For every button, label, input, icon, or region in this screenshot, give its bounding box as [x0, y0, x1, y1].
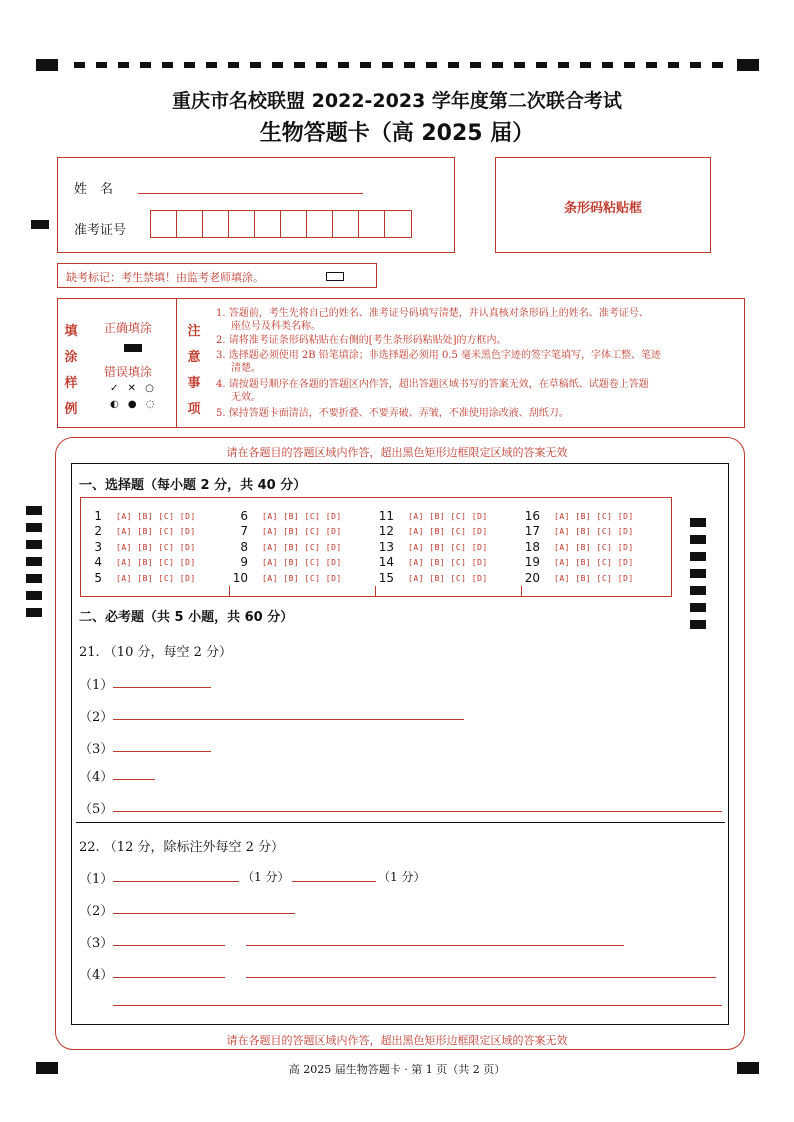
notice-line-4: 3. 选择题必须使用 2B 铅笔填涂；非选择题必须用 0.5 毫米黑色字迹的签字笔填写，字体工整、笔迹 [216, 350, 662, 361]
wrong-fill-samples-2: ◐ ● ◌ [110, 399, 158, 410]
dash-segment [96, 62, 107, 68]
mcq-col-divider-3 [521, 586, 522, 596]
q21-part2-blank[interactable] [113, 704, 464, 720]
q22-part4-blank-a[interactable] [113, 962, 225, 978]
mcq-question-number: 15 [378, 571, 394, 585]
q22-part4-blank-c[interactable] [113, 990, 722, 1006]
notice-title-3: 事 [187, 376, 201, 391]
left-timing-mark [26, 574, 42, 583]
dash-segment [382, 62, 393, 68]
card-title: 生物答题卡（高 2025 届） [259, 121, 535, 146]
mcq-answer-options[interactable]: [A] [B] [C] [D] [408, 527, 488, 536]
dash-segment [118, 62, 129, 68]
exam-id-cells[interactable] [150, 210, 412, 238]
dash-segment [712, 62, 723, 68]
left-timing-mark [26, 523, 42, 532]
notice-title-4: 项 [187, 402, 201, 417]
q22-part2-label: （2） [79, 904, 114, 919]
q22-part2-blank[interactable] [113, 898, 295, 914]
notice-line-8: 5. 保持答题卡面清洁，不要折叠、不要弄破、弄皱，不准使用涂改液、刮纸刀。 [216, 408, 569, 419]
dash-segment [470, 62, 481, 68]
q21-part3-blank[interactable] [113, 736, 211, 752]
left-timing-mark [26, 591, 42, 600]
dash-segment [668, 62, 679, 68]
notice-title-1: 注 [187, 324, 201, 339]
dash-segment [492, 62, 503, 68]
mcq-question-number: 6 [240, 509, 248, 523]
left-timing-mark [26, 608, 42, 617]
mcq-answer-options[interactable]: [A] [B] [C] [D] [408, 543, 488, 552]
q21-part5-blank[interactable] [113, 796, 722, 812]
dash-segment [404, 62, 415, 68]
correct-fill-sample [124, 344, 142, 352]
left-timing-mark [26, 506, 42, 515]
q21-part5-label: （5） [79, 802, 114, 817]
q22-part1-score-a: （1 分） [242, 870, 290, 884]
dash-segment [294, 62, 305, 68]
mcq-answer-options[interactable]: [A] [B] [C] [D] [554, 512, 634, 521]
dash-segment [426, 62, 437, 68]
mcq-question-number: 16 [524, 509, 540, 523]
left-timing-mark [26, 540, 42, 549]
exam-id-label: 准考证号 [74, 223, 127, 238]
mcq-answer-options[interactable]: [A] [B] [C] [D] [116, 512, 196, 521]
mcq-col-divider-1 [229, 586, 230, 596]
q22-part3-blank-a[interactable] [113, 930, 225, 946]
mcq-answer-options[interactable]: [A] [B] [C] [D] [408, 512, 488, 521]
page-footer: 高 2025 届生物答题卡 · 第 1 页（共 2 页） [288, 1063, 506, 1076]
q21-title: 21. （10 分，每空 2 分） [79, 645, 233, 660]
notice-line-6: 4. 请按题号顺序在各题的答题区内作答，超出答题区域书写的答案无效，在草稿纸、试题卷上答题 [216, 379, 649, 390]
fill-example-title-2: 涂 [64, 350, 78, 365]
mcq-question-number: 9 [240, 555, 248, 569]
mcq-question-number: 10 [232, 571, 248, 585]
dash-segment [74, 62, 85, 68]
q22-part1-score-b: （1 分） [378, 870, 426, 884]
q22-part3-blank-b[interactable] [246, 930, 624, 946]
mcq-answer-options[interactable]: [A] [B] [C] [D] [116, 574, 196, 583]
notice-title-2: 意 [187, 350, 201, 365]
name-label: 姓 名 [74, 182, 114, 197]
mcq-answer-options[interactable]: [A] [B] [C] [D] [554, 558, 634, 567]
mcq-answer-options[interactable]: [A] [B] [C] [D] [554, 543, 634, 552]
mcq-answer-options[interactable]: [A] [B] [C] [D] [408, 574, 488, 583]
mcq-question-number: 12 [378, 524, 394, 538]
top-marker-right [737, 59, 759, 71]
section1-title: 一、选择题（每小题 2 分，共 40 分） [79, 478, 307, 493]
section2-title: 二、必考题（共 5 小题，共 60 分） [79, 610, 294, 625]
mcq-question-number: 5 [94, 571, 102, 585]
q21-q22-separator [76, 822, 725, 823]
correct-fill-label: 正确填涂 [104, 321, 153, 335]
q21-part4-label: （4） [79, 770, 114, 785]
mcq-question-number: 17 [524, 524, 540, 538]
absent-mark-box [57, 263, 377, 288]
mcq-answer-options[interactable]: [A] [B] [C] [D] [408, 558, 488, 567]
mcq-answer-options[interactable]: [A] [B] [C] [D] [554, 574, 634, 583]
fill-example-title-4: 例 [64, 402, 78, 417]
dash-segment [206, 62, 217, 68]
mcq-question-number: 19 [524, 555, 540, 569]
dash-segment [140, 62, 151, 68]
dash-segment [514, 62, 525, 68]
q22-part3-label: （3） [79, 936, 114, 951]
mcq-col-divider-2 [375, 586, 376, 596]
dash-segment [580, 62, 591, 68]
fill-example-title-1: 填 [64, 324, 78, 339]
mcq-answer-options[interactable]: [A] [B] [C] [D] [116, 543, 196, 552]
wrong-fill-label: 错误填涂 [104, 365, 153, 379]
mcq-answer-options[interactable]: [A] [B] [C] [D] [116, 527, 196, 536]
dash-segment [602, 62, 613, 68]
dash-segment [624, 62, 635, 68]
q22-title: 22. （12 分，除标注外每空 2 分） [79, 840, 285, 855]
mcq-question-number: 4 [94, 555, 102, 569]
exam-title: 重庆市名校联盟 2022-2023 学年度第二次联合考试 [172, 90, 622, 112]
mcq-answer-options[interactable]: [A] [B] [C] [D] [262, 512, 342, 521]
dash-segment [690, 62, 701, 68]
mcq-answer-options[interactable]: [A] [B] [C] [D] [262, 527, 342, 536]
q22-part4-label: （4） [79, 968, 114, 983]
barcode-box [495, 157, 711, 253]
mcq-answer-options[interactable]: [A] [B] [C] [D] [262, 558, 342, 567]
mcq-question-number: 3 [94, 540, 102, 554]
dash-segment [250, 62, 261, 68]
mcq-question-number: 11 [378, 509, 394, 523]
absent-checkbox[interactable] [326, 272, 344, 281]
mcq-question-number: 7 [240, 524, 248, 538]
q22-part4-blank-b[interactable] [246, 962, 716, 978]
q21-part1-blank[interactable] [113, 672, 211, 688]
dash-segment [316, 62, 327, 68]
barcode-label: 条形码粘贴框 [563, 201, 642, 216]
mcq-answer-options[interactable]: [A] [B] [C] [D] [262, 543, 342, 552]
mcq-question-number: 20 [524, 571, 540, 585]
mcq-question-number: 1 [94, 509, 102, 523]
dash-segment [228, 62, 239, 68]
dash-segment [360, 62, 371, 68]
left-timing-mark [26, 557, 42, 566]
area-warning-top: 请在各题目的答题区域内作答，超出黑色矩形边框限定区域的答案无效 [226, 446, 568, 459]
mcq-question-number: 13 [378, 540, 394, 554]
dash-segment [646, 62, 657, 68]
mcq-answer-options[interactable]: [A] [B] [C] [D] [554, 527, 634, 536]
mcq-answer-options[interactable]: [A] [B] [C] [D] [116, 558, 196, 567]
instructions-box [57, 298, 745, 428]
notice-line-2: 座位号及科类名称。 [231, 321, 321, 332]
dash-segment [448, 62, 459, 68]
dash-segment [338, 62, 349, 68]
notice-line-5: 清楚。 [231, 363, 261, 374]
mcq-question-number: 8 [240, 540, 248, 554]
notice-line-7: 无效。 [231, 392, 261, 403]
dash-segment [184, 62, 195, 68]
mcq-question-number: 18 [524, 540, 540, 554]
dash-segment [162, 62, 173, 68]
top-marker-left [36, 59, 58, 71]
side-marker [31, 220, 49, 229]
area-warning-bottom: 请在各题目的答题区域内作答，超出黑色矩形边框限定区域的答案无效 [226, 1034, 568, 1047]
mcq-question-number: 14 [378, 555, 394, 569]
name-field[interactable] [138, 178, 363, 194]
q21-part3-label: （3） [79, 742, 114, 757]
student-info-box [57, 157, 455, 253]
mcq-answer-options[interactable]: [A] [B] [C] [D] [262, 574, 342, 583]
notice-line-1: 1. 答题前，考生先将自己的姓名、准考证号码填写清楚，并认真核对条形码上的姓名、准考证号、 [216, 308, 649, 319]
q21-part4-blank[interactable] [113, 764, 155, 780]
divider [176, 299, 177, 427]
q22-part1-blank-a[interactable] [113, 866, 239, 882]
q21-part1-label: （1） [79, 678, 114, 693]
dash-segment [558, 62, 569, 68]
absent-note: 缺考标记：考生禁填！由监考老师填涂。 [66, 271, 264, 284]
dash-segment [272, 62, 283, 68]
notice-line-3: 2. 请将准考证条形码粘贴在右侧的[考生条形码粘贴处]的方框内。 [216, 335, 507, 346]
mcq-question-number: 2 [94, 524, 102, 538]
dash-segment [536, 62, 547, 68]
q22-part1-blank-b[interactable] [292, 866, 376, 882]
q22-part1-label: （1） [79, 872, 114, 887]
wrong-fill-samples-1: ✓ ✕ ○ [110, 383, 157, 394]
fill-example-title-3: 样 [64, 376, 78, 391]
q21-part2-label: （2） [79, 710, 114, 725]
